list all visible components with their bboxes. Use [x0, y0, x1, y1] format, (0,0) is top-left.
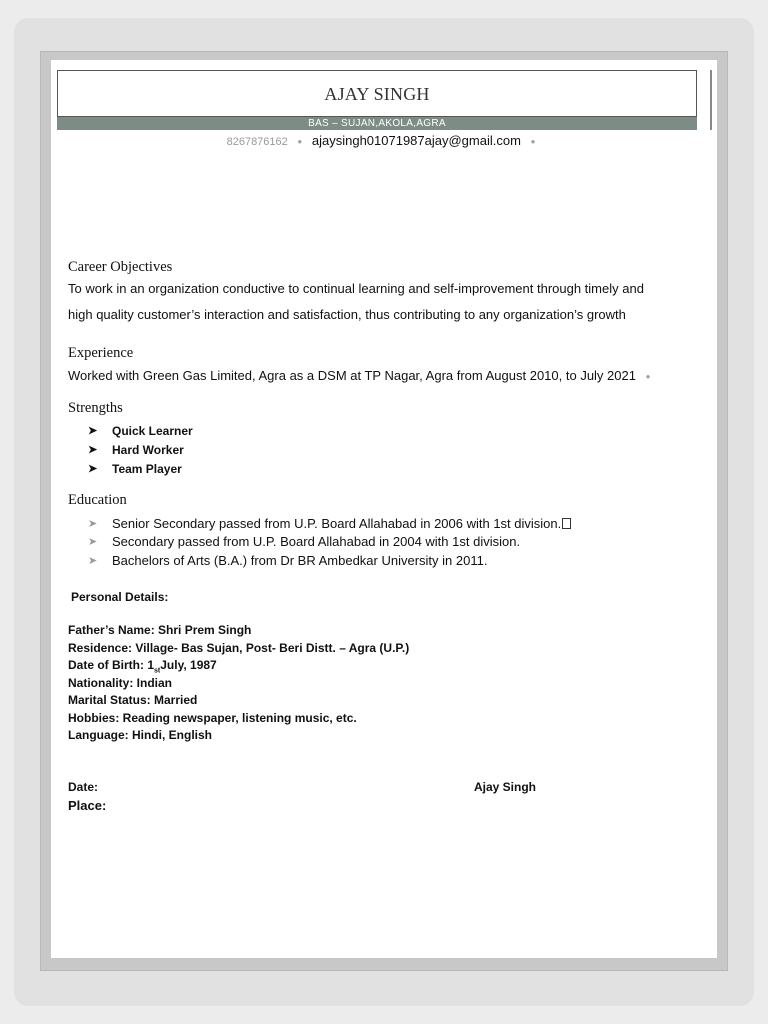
arrow-bullet-icon: ➤ — [88, 425, 98, 437]
strength-label: Quick Learner — [112, 423, 193, 438]
missing-glyph-icon — [562, 518, 571, 529]
residence: Residence: Village- Bas Sujan, Post- Beri Distt. – Agra (U.P.) — [68, 640, 410, 655]
father-name: Father’s Name: Shri Prem Singh — [68, 623, 252, 637]
candidate-name: AJAY SINGH — [324, 84, 430, 104]
email-address: ajaysingh01071987ajay@gmail.com — [311, 133, 521, 148]
margin-rule — [710, 70, 712, 130]
bullet-dot-icon: ● — [297, 136, 303, 146]
education-entry: Secondary passed from U.P. Board Allahabad in 2004 with 1st division. — [112, 534, 521, 550]
career-line-1: To work in an organization conductive to continual learning and self-improvement through timely and — [68, 281, 644, 296]
list-item — [88, 421, 193, 440]
list-item — [88, 459, 193, 478]
bullet-dot-icon: ● — [530, 136, 536, 146]
experience-line: Worked with Green Gas Limited, Agra as a DSM at TP Nagar, Agra from August 2010, to July 2021 — [68, 368, 636, 383]
education-heading: Education — [68, 492, 127, 508]
hobbies: Hobbies: Reading newspaper, listening music, etc. — [68, 710, 357, 725]
resume-page — [51, 60, 717, 958]
bullet-dot-icon: ● — [645, 372, 651, 382]
strengths-heading: Strengths — [68, 400, 123, 416]
contact-line — [0, 133, 768, 150]
experience-heading: Experience — [68, 345, 134, 361]
career-line-2: high quality customer’s interaction and satisfaction, thus contributing to any organization’s growth — [68, 307, 626, 322]
phone-number: 8267876162 — [226, 136, 288, 148]
marital-status: Marital Status: Married — [68, 693, 198, 707]
arrow-bullet-icon: ➤ — [88, 554, 98, 567]
arrow-bullet-icon: ➤ — [88, 517, 98, 530]
personal-details — [68, 623, 409, 746]
arrow-bullet-icon: ➤ — [88, 444, 98, 456]
list-item — [88, 440, 193, 459]
date-label: Date: — [68, 780, 99, 794]
date-of-birth — [68, 658, 409, 676]
strength-label: Hard Worker — [112, 442, 184, 457]
dob-suffix: st — [154, 667, 161, 675]
strengths-list — [88, 421, 193, 478]
education-entry: Bachelors of Arts (B.A.) from Dr BR Ambedkar University in 2011. — [112, 552, 488, 568]
address-text: BAS – SUJAN,AKOLA,AGRA — [308, 118, 446, 129]
experience-text — [68, 368, 708, 383]
language: Language: Hindi, English — [68, 728, 212, 742]
signature-name: Ajay Singh — [474, 780, 537, 794]
education-list — [88, 514, 571, 570]
arrow-bullet-icon: ➤ — [88, 536, 98, 549]
name-header-box — [57, 70, 697, 117]
list-item — [88, 551, 571, 570]
education-entry: Senior Secondary passed from U.P. Board Allahabad in 2006 with 1st division. — [112, 515, 562, 531]
strength-label: Team Player — [112, 461, 182, 476]
dob-prefix: Date of Birth: 1 — [68, 658, 155, 672]
career-heading: Career Objectives — [68, 259, 173, 275]
dob-rest: July, 1987 — [160, 658, 217, 672]
arrow-bullet-icon: ➤ — [88, 463, 98, 475]
place-label: Place: — [68, 798, 107, 813]
address-bar — [57, 117, 697, 130]
nationality: Nationality: Indian — [68, 675, 173, 690]
list-item — [88, 514, 571, 533]
list-item — [88, 533, 571, 552]
personal-details-heading: Personal Details: — [71, 590, 169, 604]
